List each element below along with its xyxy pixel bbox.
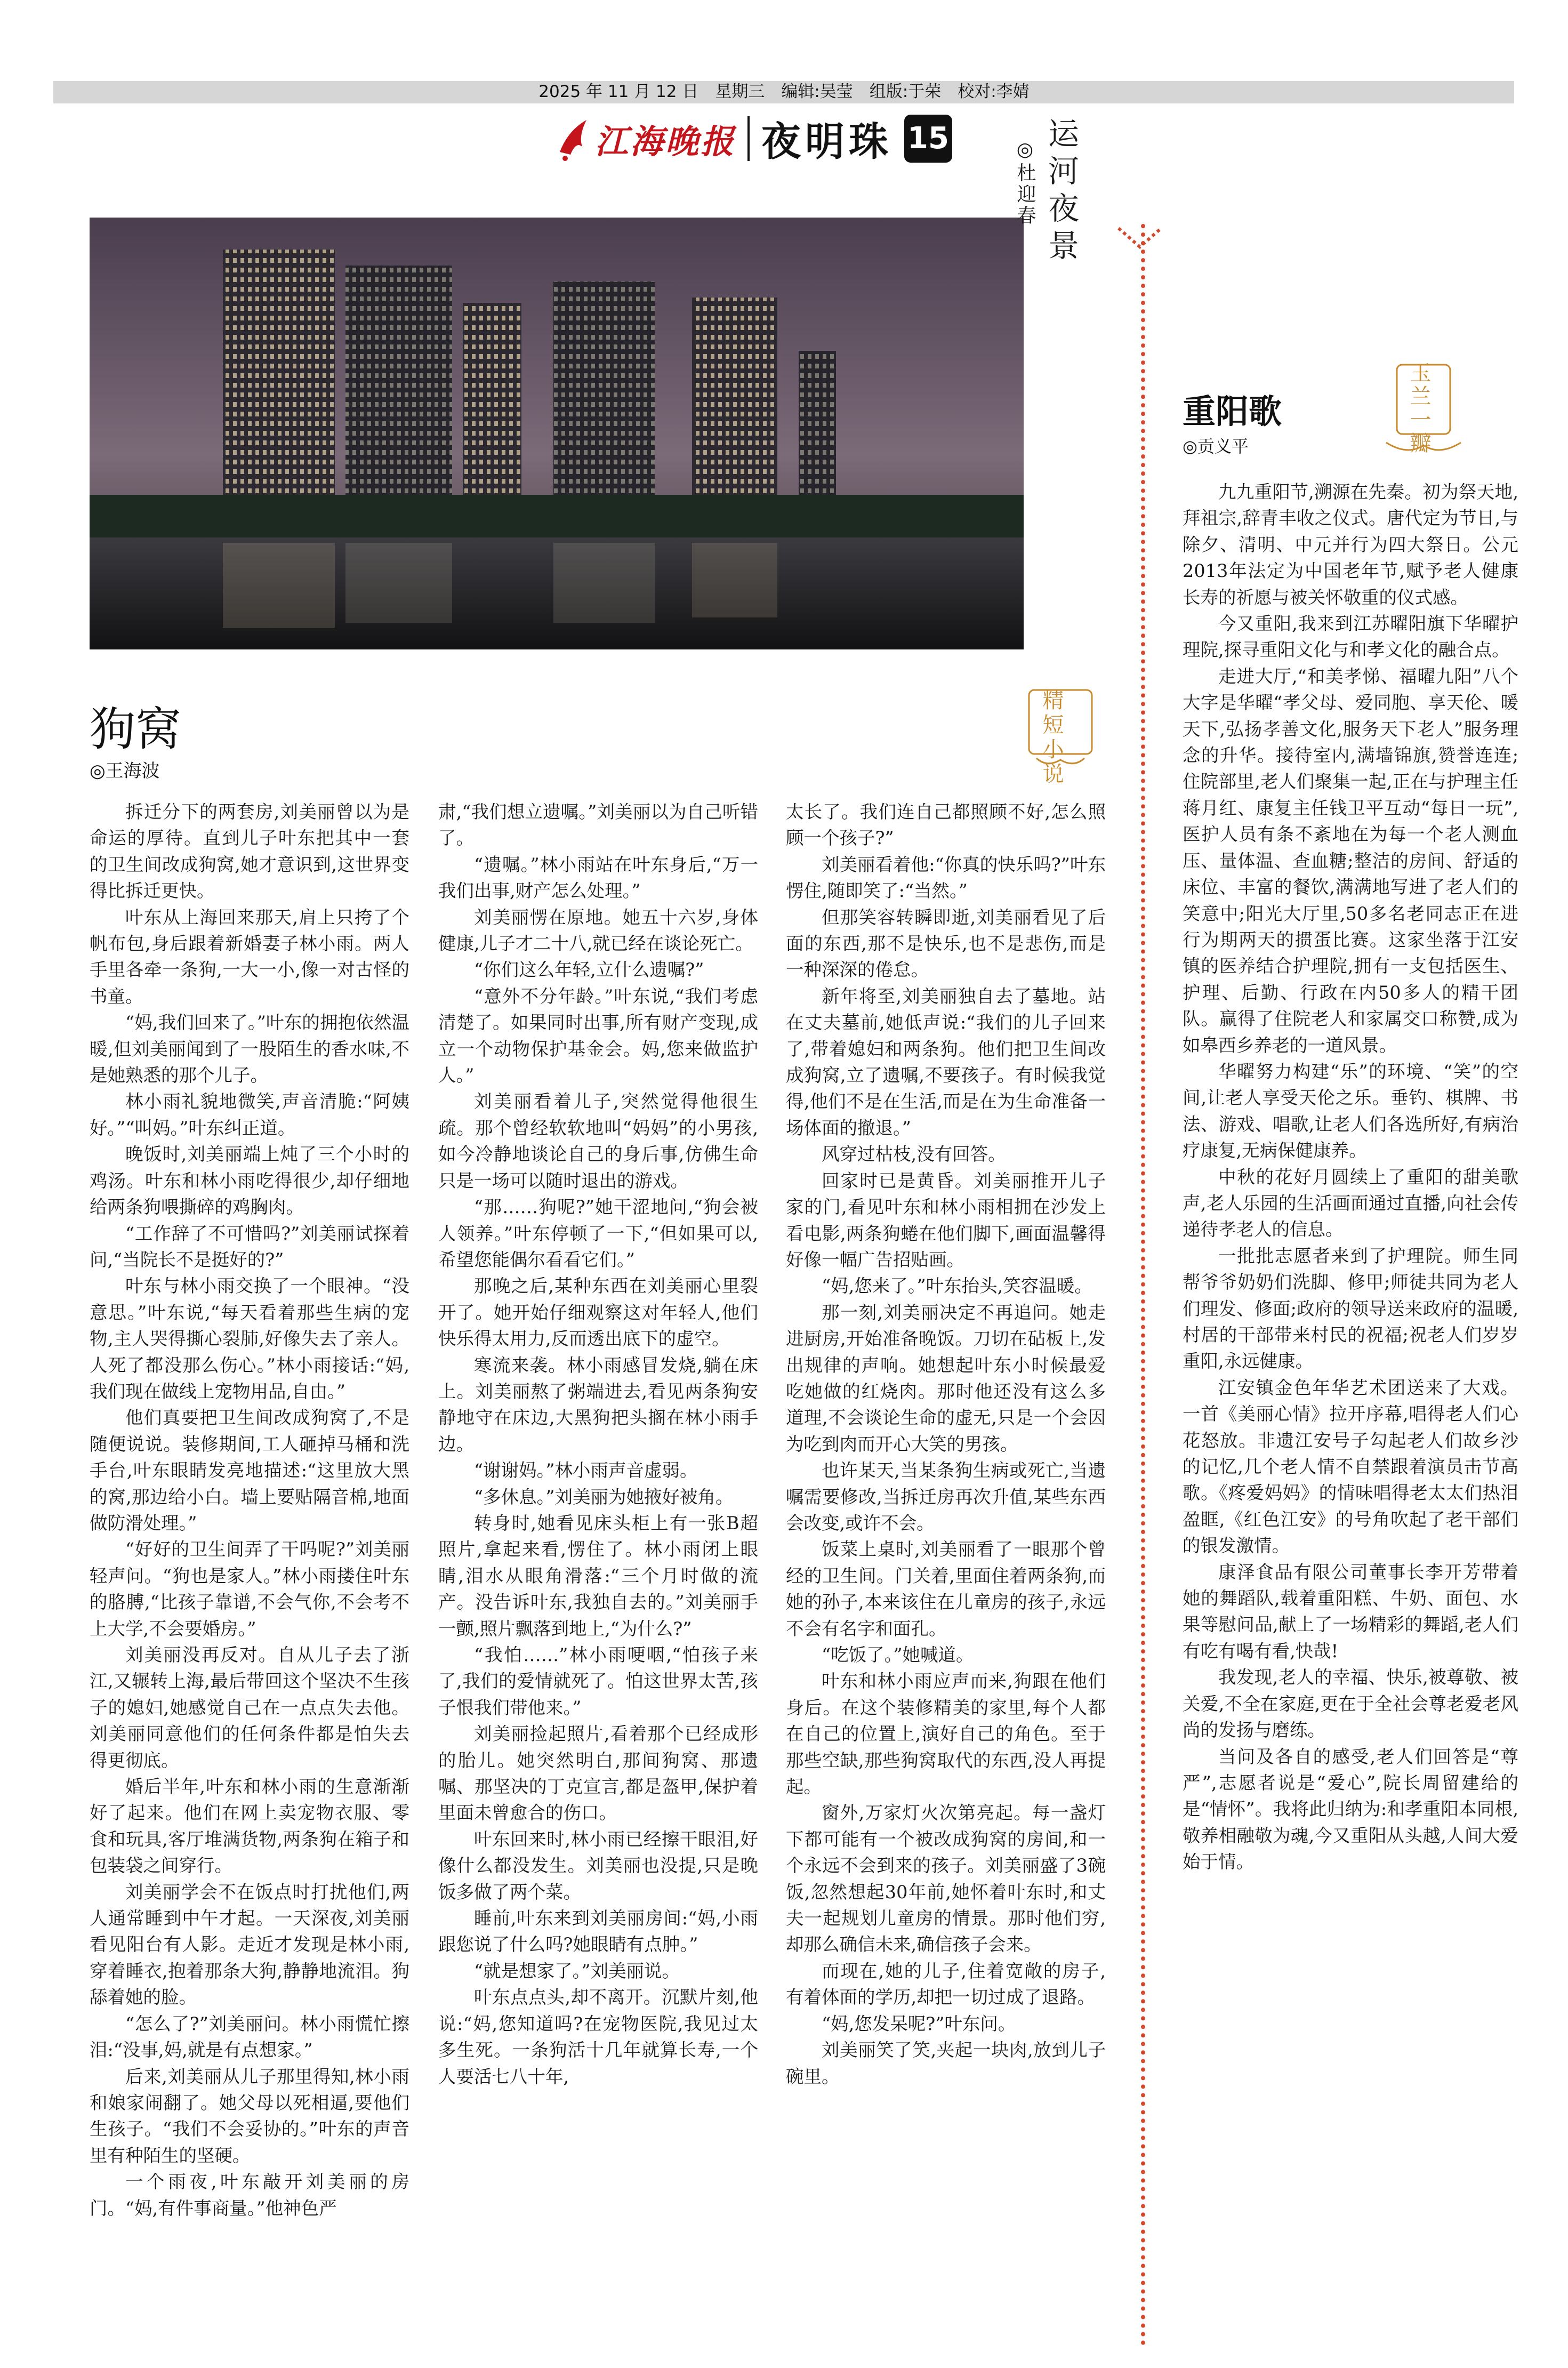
masthead-divider bbox=[747, 116, 750, 161]
paragraph: “意外不分年龄。”叶东说,“我们考虑清楚了。如果同时出事,所有财产变现,成立一个动物保护基金会。妈,您来做监护人。” bbox=[438, 985, 758, 1086]
paragraph: “吃饭了。”她喊道。 bbox=[822, 1644, 974, 1665]
paragraph: 中秋的花好月圆续上了重阳的甜美歌声,老人乐园的生活画面通过直播,向社会传递待孝老人的信息。 bbox=[1183, 1166, 1518, 1240]
paragraph: 婚后半年,叶东和林小雨的生意渐渐好了起来。他们在网上卖宠物衣服、零食和玩具,客厅堆满货物,两条狗在箱子和包装袋之间穿行。 bbox=[90, 1776, 409, 1876]
paragraph: 刘美丽学会不在饭点时打扰他们,两人通常睡到中午才起。一天深夜,刘美丽看见阳台有人影。走近才发现是林小雨,穿着睡衣,抱着那条大狗,静静地流泪。狗舔着她的脸。 bbox=[90, 1881, 409, 2008]
page-number: 15 bbox=[904, 115, 952, 163]
paragraph: 华曜努力构建“乐”的环境、“笑”的空间,让老人享受天伦之乐。垂钓、棋牌、书法、游戏、唱歌,让老人们各选所好,有病治疗康复,无病保健康养。 bbox=[1183, 1061, 1518, 1161]
paragraph: 叶东从上海回来那天,肩上只挎了个帆布包,身后跟着新婚妻子林小雨。两人手里各牵一条狗,一大一小,像一对古怪的书童。 bbox=[90, 906, 409, 1007]
story-tag: 精短小说 bbox=[1039, 689, 1064, 787]
paragraph: 一批批志愿者来到了护理院。师生同帮爷爷奶奶们洗脚、修甲;师徒共同为老人们理发、修面;政府的领导送来政府的温暖,村居的干部带来村民的祝福;祝老人们岁岁重阳,永远健康。 bbox=[1183, 1245, 1518, 1372]
paragraph: 晚饭时,刘美丽端上炖了三个小时的鸡汤。叶东和林小雨吃得很少,却仔细地给两条狗喂撕碎的鸡胸肉。 bbox=[90, 1144, 409, 1218]
paragraph: 饭菜上桌时,刘美丽看了一眼那个曾经的卫生间。门关着,里面住着两条狗,而她的孙子,本来该住在儿童房的孩子,永远不会有名字和面孔。 bbox=[786, 1539, 1106, 1639]
story-title: 狗窝 bbox=[90, 703, 181, 756]
story-column-1 bbox=[90, 799, 409, 2217]
paragraph: 刘美丽看着他:“你真的快乐吗?”叶东愣住,随即笑了:“当然。” bbox=[786, 854, 1106, 902]
paragraph: 后来,刘美丽从儿子那里得知,林小雨和娘家闹翻了。她父母以死相逼,要他们生孩子。“我们不会妥协的。”叶东的声音里有种陌生的坚硬。 bbox=[90, 2066, 409, 2166]
paragraph: 叶东和林小雨应声而来,狗跟在他们身后。在这个装修精美的家里,每个人都在自己的位置上,演好自己的角色。至于那些空缺,那些狗窝取代的东西,没人再提起。 bbox=[786, 1671, 1106, 1797]
paragraph: 新年将至,刘美丽独自去了墓地。站在丈夫墓前,她低声说:“我们的儿子回来了,带着媳妇和两条狗。他们把卫生间改成狗窝,立了遗嘱,不要孩子。有时候我觉得,他们不是在生活,而是在为生命准备一场体面的撤退。” bbox=[786, 985, 1106, 1138]
photo-author: ◎杜迎春 bbox=[1014, 139, 1036, 227]
chevron-down-icon bbox=[1097, 223, 1183, 255]
paragraph: 走进大厅,“和美孝悌、福曜九阳”八个大字是华曜“孝父母、爱同胞、享天伦、暖天下,弘扬孝善文化,服务天下老人”服务理念的升华。接待室内,满墙锦旗,赞誉连连;住院部里,老人们聚集一起,正在与护理主任蒋月红、康复主任钱卫平互动“每日一玩”,医护人员有条不紊地在为每一个老人测血压、量体温、查血糖;整洁的房间、舒适的床位、丰富的餐饮,满满地写进了老人们的笑意中;阳光大厅里,50多名老同志正在进行为期两天的掼蛋比赛。这家坐落于江安镇的医养结合护理院,拥有一支包括医生、护理、后勤、行政在内50多人的精干团队。赢得了住院老人和家属交口称赞,成为如皋西乡养老的一道风景。 bbox=[1183, 665, 1518, 1056]
paragraph: “妈,我们回来了。”叶东的拥抱依然温暖,但刘美丽闻到了一股陌生的香水味,不是她熟悉的那个儿子。 bbox=[90, 1012, 409, 1086]
paragraph: 康泽食品有限公司董事长李开芳带着她的舞蹈队,载着重阳糕、牛奶、面包、水果等慰问品,献上了一场精彩的舞蹈,老人们有吃有喝有看,快哉! bbox=[1183, 1561, 1518, 1661]
photo-caption bbox=[1014, 117, 1083, 267]
paragraph: 江安镇金色年华艺术团送来了大戏。一首《美丽心情》拉开序幕,唱得老人们心花怒放。非遗江安号子勾起老人们故乡沙的记忆,几个老人情不自禁跟着演员击节高歌。《疼爱妈妈》的情味唱得老太太们热泪盈眶,《红色江安》的号角吹起了老干部们的银发激情。 bbox=[1183, 1377, 1518, 1556]
paragraph: “谢谢妈。”林小雨声音虚弱。 bbox=[474, 1460, 698, 1481]
paragraph: “妈,您来了。”叶东抬头,笑容温暖。 bbox=[822, 1275, 1092, 1297]
paragraph: 林小雨礼貌地微笑,声音清脆:“阿姨好。”“叫妈。”叶东纠正道。 bbox=[90, 1091, 409, 1138]
story-column-3 bbox=[786, 799, 1106, 2217]
paragraph: 也许某天,当某条狗生病或死亡,当遗嘱需要修改,当拆迁房再次升值,某些东西会改变,或许不会。 bbox=[786, 1460, 1106, 1534]
paragraph: “好好的卫生间弄了干吗呢?”刘美丽轻声问。“狗也是家人。”林小雨搂住叶东的胳膊,“比孩子靠谱,不会气你,不会考不上大学,不会要婚房。” bbox=[90, 1539, 409, 1639]
paragraph: “怎么了?”刘美丽问。林小雨慌忙擦泪:“没事,妈,就是有点想家。” bbox=[90, 2013, 409, 2061]
paragraph: 回家时已是黄昏。刘美丽推开儿子家的门,看见叶东和林小雨相拥在沙发上看电影,两条狗蜷在他们脚下,画面温馨得好像一幅广告招贴画。 bbox=[786, 1170, 1106, 1270]
paragraph: 寒流来袭。林小雨感冒发烧,躺在床上。刘美丽熬了粥端进去,看见两条狗安静地守在床边,大黑狗把头搁在林小雨手边。 bbox=[438, 1354, 758, 1455]
essay-tag: 玉兰一瓣 bbox=[1406, 362, 1431, 455]
paragraph: 一个雨夜,叶东敲开刘美丽的房门。“妈,有件事商量。”他神色严 bbox=[90, 2171, 409, 2217]
paragraph: 当问及各自的感受,老人们回答是“尊严”,志愿者说是“爱心”,院长周留建给的是“情怀”。我将此归纳为:和孝重阳本同根,敬养相融敬为魂,今又重阳从头越,人间大爱始于情。 bbox=[1183, 1746, 1518, 1873]
paragraph: “多休息。”刘美丽为她掖好被角。 bbox=[474, 1486, 734, 1507]
paragraph: 那一刻,刘美丽决定不再追问。她走进厨房,开始准备晚饭。刀切在砧板上,发出规律的声响。她想起叶东小时候最爱吃她做的红烧肉。那时他还没有这么多道理,不会谈论生命的虚无,只是一个会因为吃到肉而开心大笑的男孩。 bbox=[786, 1302, 1106, 1455]
paragraph: 刘美丽看着儿子,突然觉得他很生疏。那个曾经软软地叫“妈妈”的小男孩,如今冷静地谈论自己的身后事,仿佛生命只是一场可以随时退出的游戏。 bbox=[438, 1091, 758, 1191]
newspaper-logo: 江海晚报 bbox=[595, 122, 736, 161]
section-title: 夜明珠 bbox=[761, 119, 893, 165]
dateline: 2025 年 11 月 12 日 星期三 编辑:吴莹 组版:于荣 校对:李婧 bbox=[538, 82, 1030, 101]
paragraph: “妈,您发呆呢?”叶东问。 bbox=[822, 2013, 1016, 2034]
essay-author: ◎贡义平 bbox=[1183, 436, 1249, 456]
paragraph: “工作辞了不可惜吗?”刘美丽试探着问,“当院长不是挺好的?” bbox=[90, 1223, 409, 1270]
paragraph: 太长了。我们连自己都照顾不好,怎么照顾一个孩子?” bbox=[786, 801, 1106, 849]
photo-title: 运河夜景 bbox=[1043, 117, 1079, 267]
paragraph: 九九重阳节,溯源在先秦。初为祭天地,拜祖宗,辞青丰收之仪式。唐代定为节日,与除夕、清明、中元并行为四大祭日。公元2013年法定为中国老年节,赋予老人健康长寿的祈愿与被关怀敬重的仪式感。 bbox=[1183, 481, 1518, 608]
essay-title: 重阳歌 bbox=[1183, 392, 1282, 431]
night-city-photo bbox=[90, 218, 1024, 649]
paragraph: “那……狗呢?”她干涩地问,“狗会被人领养。”叶东停顿了一下,“但如果可以,希望您能偶尔看看它们。” bbox=[438, 1197, 758, 1270]
paragraph: “我怕……”林小雨哽咽,“怕孩子来了,我们的爱情就死了。怕这世界太苦,孩子恨我们带他来。” bbox=[438, 1644, 758, 1718]
paragraph: 睡前,叶东来到刘美丽房间:“妈,小雨跟您说了什么吗?她眼睛有点肿。” bbox=[438, 1908, 758, 1955]
paragraph: “就是想家了。”刘美丽说。 bbox=[474, 1960, 680, 1981]
paragraph: 而现在,她的儿子,住着宽敞的房子,有着体面的学历,却把一切过成了退路。 bbox=[786, 1960, 1106, 2008]
paragraph: 那晚之后,某种东西在刘美丽心里裂开了。她开始仔细观察这对年轻人,他们快乐得太用力,反而透出底下的虚空。 bbox=[438, 1275, 758, 1350]
essay-column bbox=[1183, 479, 1518, 2334]
column-divider bbox=[1141, 224, 1145, 2346]
paragraph: 刘美丽愣在原地。她五十六岁,身体健康,儿子才二十八,就已经在谈论死亡。 bbox=[438, 906, 758, 954]
paragraph: 今又重阳,我来到江苏曜阳旗下华曜护理院,探寻重阳文化与和孝文化的融合点。 bbox=[1183, 613, 1518, 661]
masthead bbox=[554, 107, 952, 171]
paragraph: 刘美丽笑了笑,夹起一块肉,放到儿子碗里。 bbox=[786, 2040, 1106, 2087]
paragraph: 刘美丽捡起照片,看着那个已经成形的胎儿。她突然明白,那间狗窝、那遗嘱、那坚决的丁克宣言,都是盔甲,保护着里面未曾愈合的伤口。 bbox=[438, 1723, 758, 1824]
paragraph: 我发现,老人的幸福、快乐,被尊敬、被关爱,不全在家庭,更在于全社会尊老爱老风尚的发扬与磨练。 bbox=[1183, 1667, 1518, 1741]
story-author: ◎王海波 bbox=[90, 760, 160, 782]
paragraph: 转身时,她看见床头柜上有一张B超照片,拿起来看,愣住了。林小雨闭上眼睛,泪水从眼角滑落:“三个月时做的流产。没告诉叶东,我独自去的。”刘美丽手一颤,照片飘落到地上,“为什么?” bbox=[438, 1512, 758, 1639]
story-column-2 bbox=[438, 799, 758, 2217]
paragraph: 叶东回来时,林小雨已经擦干眼泪,好像什么都没发生。刘美丽也没提,只是晚饭多做了两个菜。 bbox=[438, 1828, 758, 1903]
paragraph: 他们真要把卫生间改成狗窝了,不是随便说说。装修期间,工人砸掉马桶和洗手台,叶东眼睛发亮地描述:“这里放大黑的窝,那边给小白。墙上要贴隔音棉,地面做防滑处理。” bbox=[90, 1407, 409, 1534]
paragraph: 风穿过枯枝,没有回答。 bbox=[822, 1144, 1006, 1165]
paragraph: “你们这么年轻,立什么遗嘱?” bbox=[474, 959, 704, 981]
paragraph: 拆迁分下的两套房,刘美丽曾以为是命运的厚待。直到儿子叶东把其中一套的卫生间改成狗窝,她才意识到,这世界变得比拆迁更快。 bbox=[90, 801, 409, 902]
paragraph: 刘美丽没再反对。自从儿子去了浙江,又辗转上海,最后带回这个坚决不生孩子的媳妇,她感觉自己在一点点失去他。刘美丽同意他们的任何条件都是怕失去得更彻底。 bbox=[90, 1644, 409, 1771]
paragraph: 窗外,万家灯火次第亮起。每一盏灯下都可能有一个被改成狗窝的房间,和一个永远不会到来的孩子。刘美丽盛了3碗饭,忽然想起30年前,她怀着叶东时,和丈夫一起规划儿童房的情景。那时他们穷,却那么确信未来,确信孩子会来。 bbox=[786, 1802, 1106, 1955]
paragraph: 叶东点点头,却不离开。沉默片刻,他说:“妈,您知道吗?在宠物医院,我见过太多生死。一条狗活十几年就算长寿,一个人要活七八十年, bbox=[438, 1987, 758, 2087]
newspaper-logo-icon bbox=[554, 115, 592, 163]
paragraph: 但那笑容转瞬即逝,刘美丽看见了后面的东西,那不是快乐,也不是悲伤,而是一种深深的倦怠。 bbox=[786, 906, 1106, 981]
paragraph: 叶东与林小雨交换了一个眼神。“没意思。”叶东说,“每天看着那些生病的宠物,主人哭得撕心裂肺,好像失去了亲人。人死了都没那么伤心。”林小雨接话:“妈,我们现在做线上宠物用品,自由。” bbox=[90, 1275, 409, 1402]
paragraph: 肃,“我们想立遗嘱。”刘美丽以为自己听错了。 bbox=[438, 801, 758, 849]
paragraph: “遗嘱。”林小雨站在叶东身后,“万一我们出事,财产怎么处理。” bbox=[438, 854, 758, 902]
